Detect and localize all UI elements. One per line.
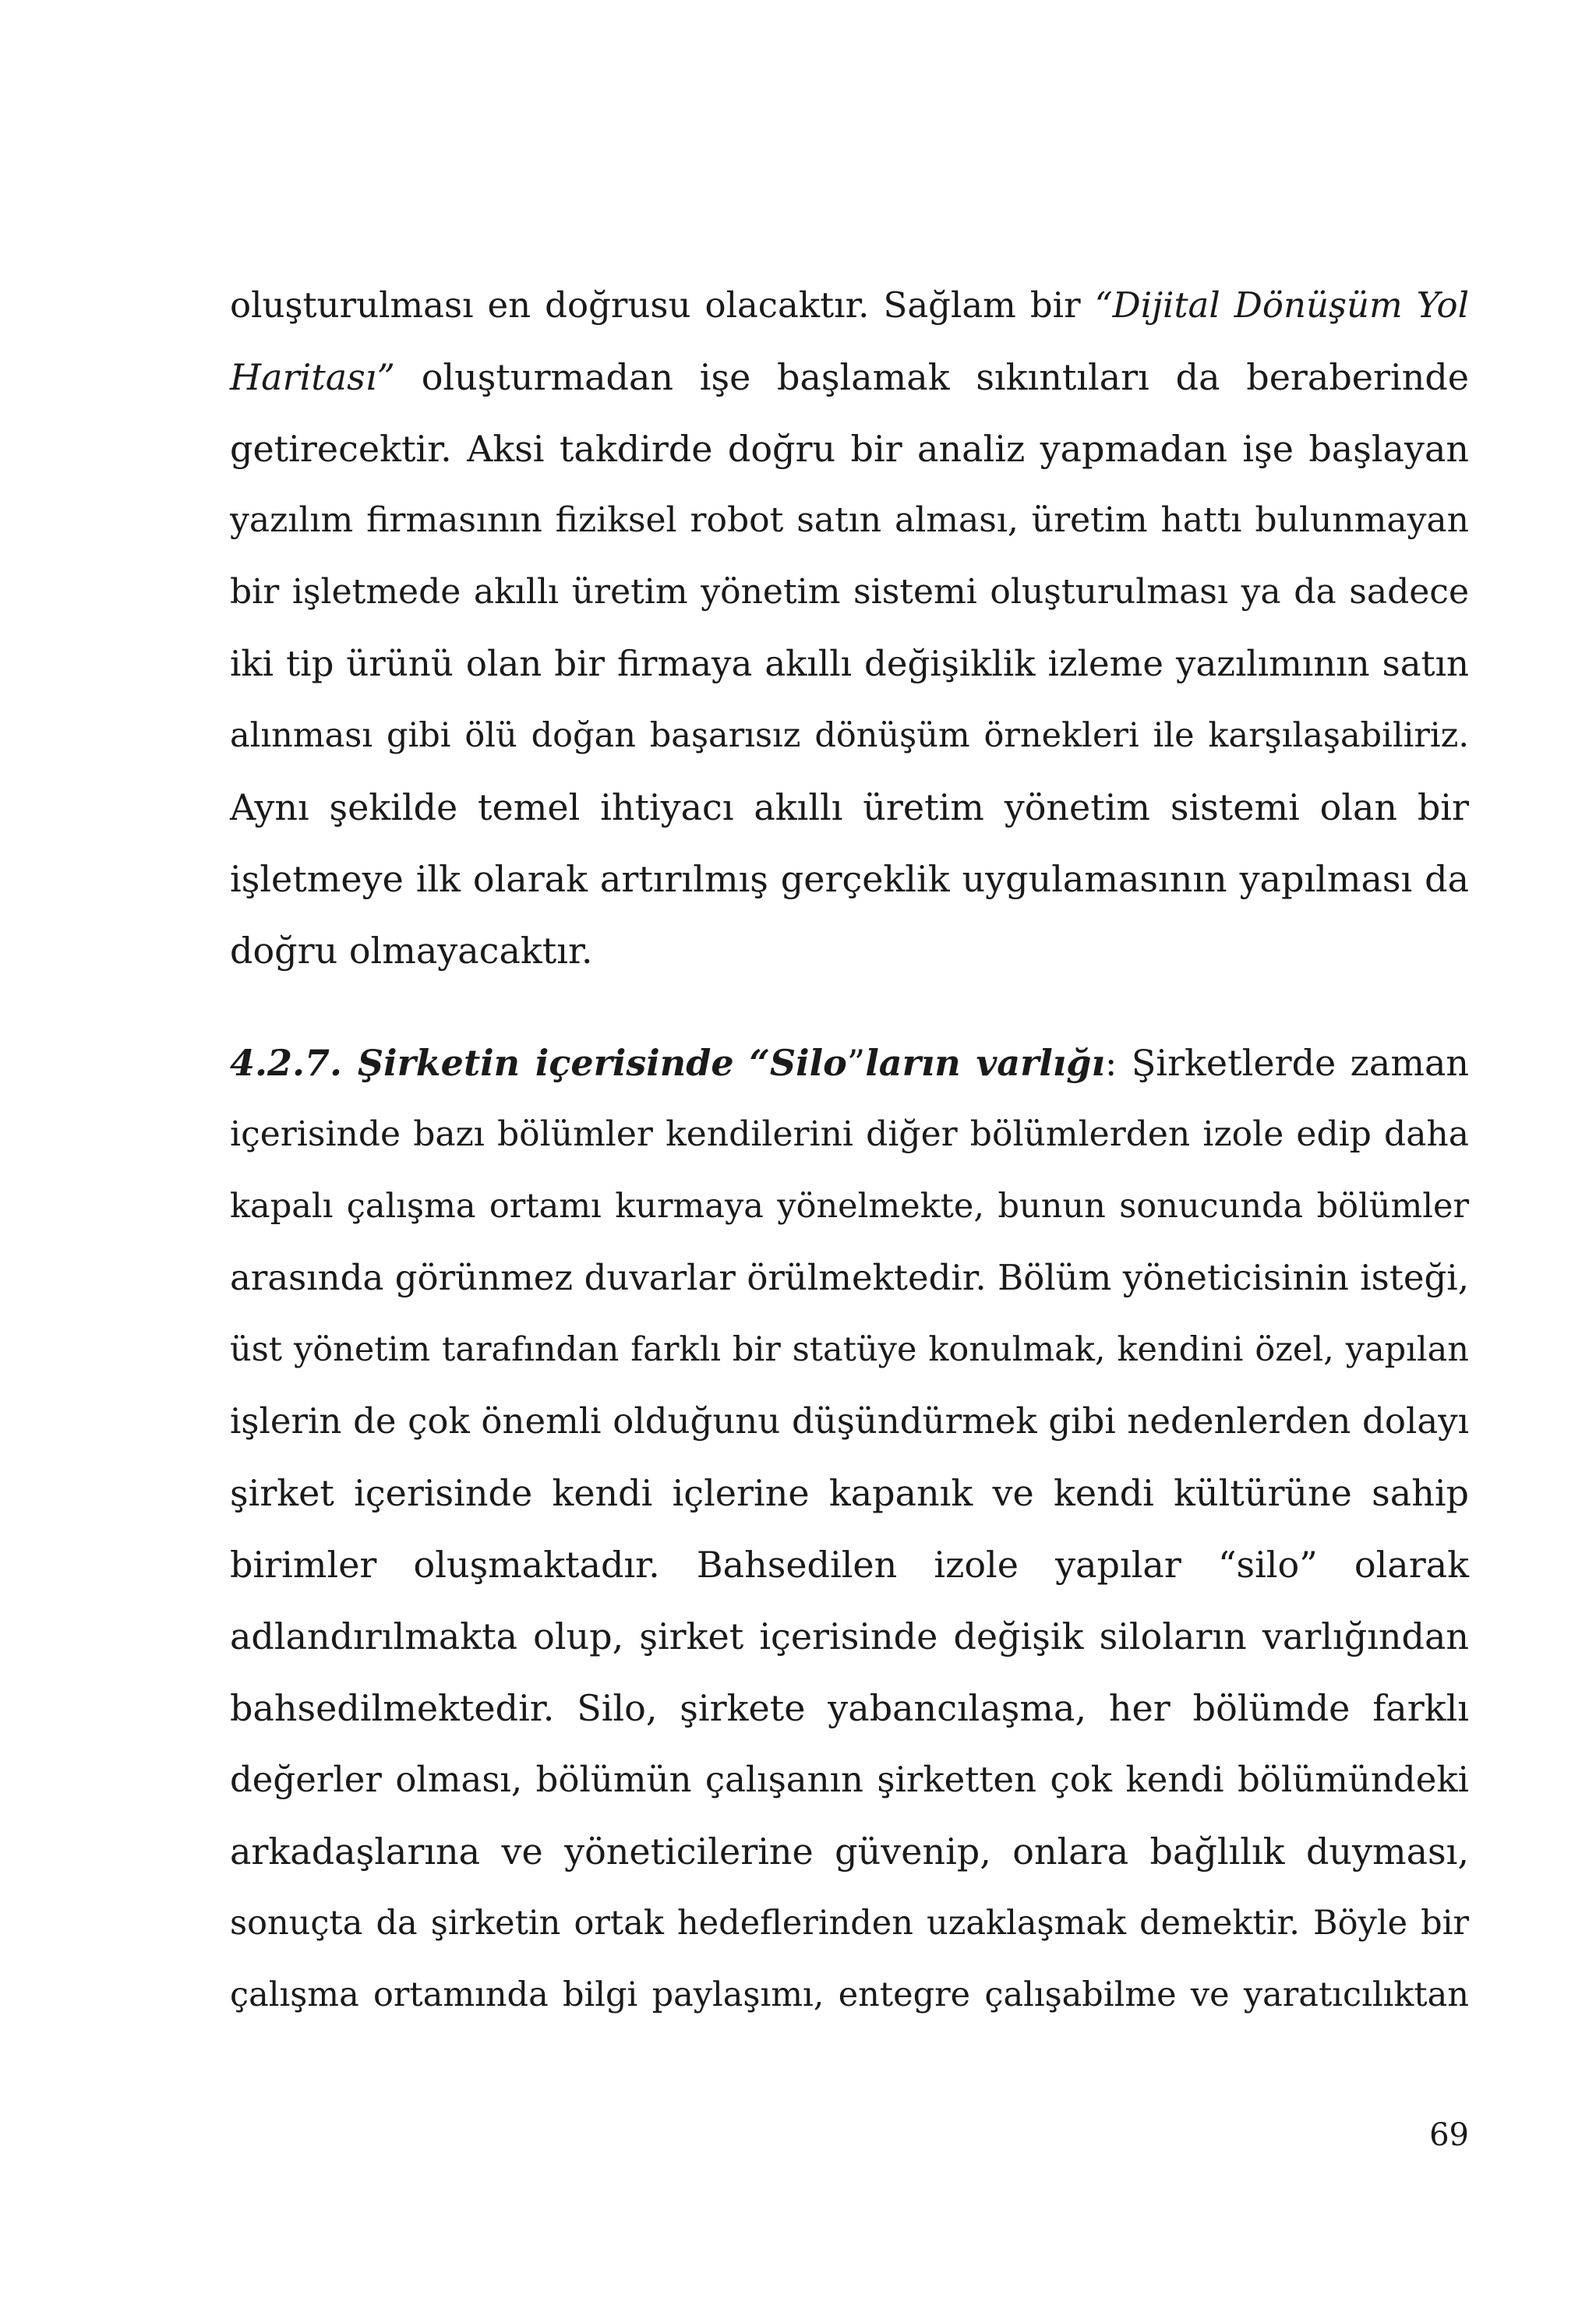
text-line: oluşturulması en doğrusu olacaktır. Sağlam bir “Dijital Dönüşüm Yol [230, 284, 1469, 326]
section-heading-line: 4.2.7. Şirketin içerisinde “Silo”ların varlığı: Şirketlerde zaman [230, 1042, 1469, 1084]
text-line: Aynı şekilde temel ihtiyacı akıllı üretim yönetim sistemi olan bir [230, 786, 1469, 828]
italic-term: “Dijital Dönüşüm Yol [1094, 284, 1469, 326]
text-line: işlerin de çok önemli olduğunu düşündürmek gibi nedenlerden dolayı [230, 1400, 1469, 1442]
text-line: alınması gibi ölü doğan başarısız dönüşüm örnekleri ile karşılaşabiliriz. [230, 716, 1469, 755]
text-line: arkadaşlarına ve yöneticilerine güvenip, onlara bağlılık duyması, [230, 1830, 1469, 1873]
text-line: yazılım firmasının fiziksel robot satın alması, üretim hattı bulunmayan [230, 500, 1469, 540]
page-number: 69 [1429, 2117, 1469, 2153]
text-line: Haritası” oluşturmadan işe başlamak sıkıntıları da beraberinde [230, 356, 1469, 398]
text-line: sonuçta da şirketin ortak hedeflerinden uzaklaşmak demektir. Böyle bir [230, 1904, 1469, 1943]
text-line: şirket içerisinde kendi içlerine kapanık ve kendi kültürüne sahip [230, 1472, 1469, 1514]
text-line: arasında görünmez duvarlar örülmektedir. Bölüm yöneticisinin isteği, [230, 1257, 1469, 1298]
text-line: bahsedilmektedir. Silo, şirkete yabancılaşma, her bölümde farklı [230, 1687, 1469, 1729]
text-line: kapalı çalışma ortamı kurmaya yönelmekte, bunun sonucunda bölümler [230, 1187, 1469, 1226]
paragraph-digital-roadmap [230, 270, 1469, 987]
text-line: çalışma ortamında bilgi paylaşımı, entegre çalışabilme ve yaratıcılıktan [230, 1975, 1469, 2014]
text-line: birimler oluşmaktadır. Bahsedilen izole yapılar “silo” olarak [230, 1544, 1469, 1586]
text-line: değerler olması, bölümün çalışanın şirketten çok kendi bölümündeki [230, 1759, 1469, 1800]
paragraph-silos [230, 1027, 1469, 2031]
text-line: doğru olmayacaktır. [230, 930, 593, 972]
italic-term: Haritası” [230, 356, 395, 398]
text-line: adlandırılmakta olup, şirket içerisinde değişik siloların varlığından [230, 1615, 1469, 1657]
section-heading: 4.2.7. Şirketin içerisinde “Silo”ların varlığı [230, 1042, 1105, 1084]
text-line: işletmeye ilk olarak artırılmış gerçeklik uygulamasının yapılması da [230, 858, 1469, 900]
text-line: içerisinde bazı bölümler kendilerini diğer bölümlerden izole edip daha [230, 1114, 1469, 1154]
text-line: üst yönetim tarafından farklı bir statüye konulmak, kendini özel, yapılan [230, 1330, 1469, 1369]
text-line: bir işletmede akıllı üretim yönetim sistemi oluşturulması ya da sadece [230, 572, 1469, 612]
text-line: iki tip ürünü olan bir firmaya akıllı değişiklik izleme yazılımının satın [230, 643, 1469, 684]
text-line: getirecektir. Aksi takdirde doğru bir analiz yapmadan işe başlayan [230, 428, 1469, 470]
